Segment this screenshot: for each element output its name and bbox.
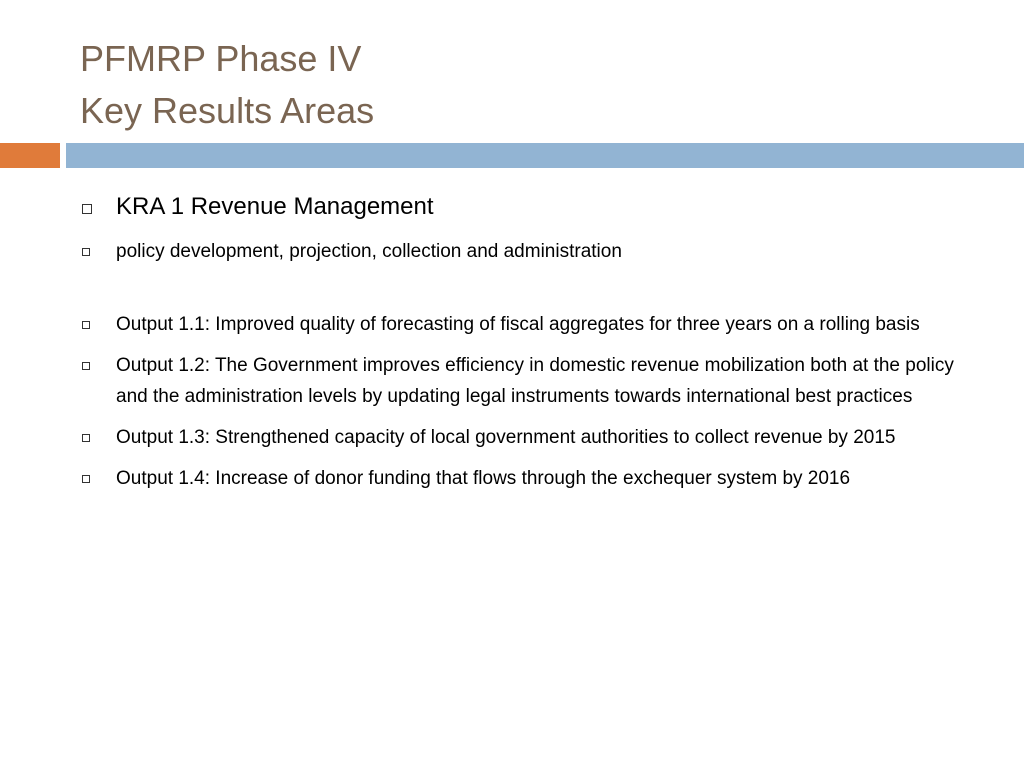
hollow-square-bullet-icon <box>82 321 90 329</box>
bullet-text: KRA 1 Revenue Management <box>116 193 434 220</box>
bullet-text: Output 1.1: Improved quality of forecasting of fiscal aggregates for three years on a rolling basis <box>116 314 920 335</box>
bullet-list <box>80 190 980 494</box>
slide-title-line-2: Key Results Areas <box>80 90 375 131</box>
bullet-text: policy development, projection, collection and administration <box>116 241 622 262</box>
bullet-text: Output 1.4: Increase of donor funding that flows through the exchequer system by 2016 <box>116 468 851 489</box>
bullet-kra-1 <box>80 190 980 224</box>
hollow-square-bullet-icon <box>82 475 90 483</box>
slide-title-line-1: PFMRP Phase IV <box>80 38 362 79</box>
slide-title <box>80 33 374 137</box>
hollow-square-bullet-icon <box>82 434 90 442</box>
bullet-kra-description <box>80 236 980 267</box>
bullet-output-1-3 <box>80 422 980 453</box>
bullet-output-1-2 <box>80 350 980 412</box>
bullet-output-1-1 <box>80 309 980 340</box>
accent-bar-orange <box>0 143 60 168</box>
hollow-square-bullet-icon <box>82 204 92 214</box>
bullet-text: Output 1.3: Strengthened capacity of local government authorities to collect revenue by 2015 <box>116 427 896 448</box>
bullet-text: Output 1.2: The Government improves efficiency in domestic revenue mobilization both at the policy and the administration levels by updating legal instruments towards international best practices <box>116 355 954 407</box>
bullet-output-1-4 <box>80 463 980 494</box>
hollow-square-bullet-icon <box>82 248 90 256</box>
accent-bar-blue <box>66 143 1024 168</box>
hollow-square-bullet-icon <box>82 362 90 370</box>
